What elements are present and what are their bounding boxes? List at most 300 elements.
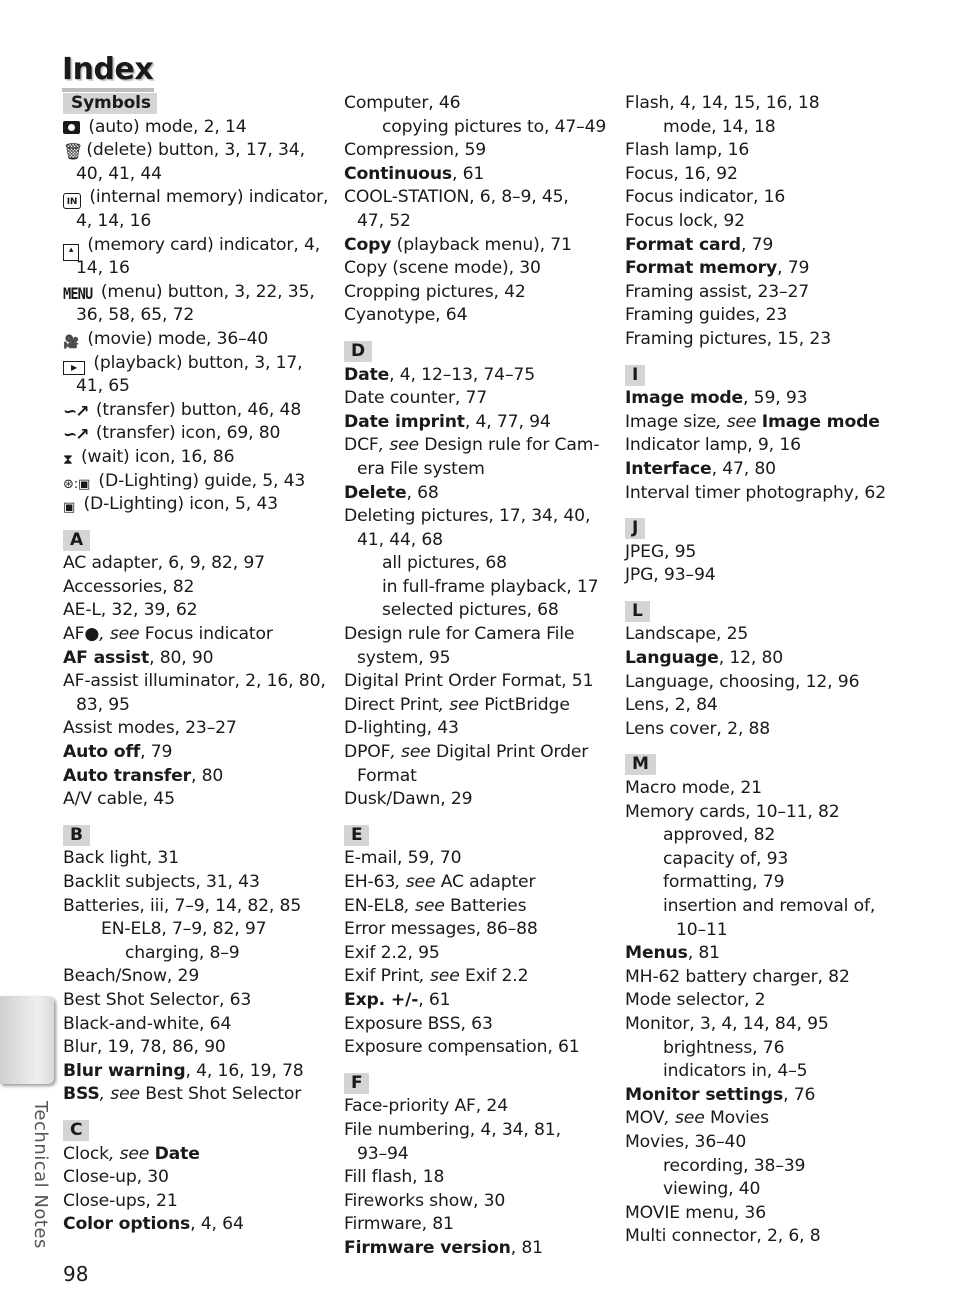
entry-text: Date counter, 77 [344,388,488,409]
entry-text: 93–94 [357,1143,409,1164]
entry-text: (playback menu), 71 [391,234,572,255]
entry-text: Focus indicator [139,624,273,645]
entry-text: Lens, 2, 84 [625,695,718,716]
entry-text: 41, 44, 68 [357,529,443,550]
index-entry [344,942,614,966]
entry-text: Black-and-white, 64 [63,1013,232,1034]
entry-text: Batteries [444,895,527,916]
entry-see-reference: , see [99,1084,140,1105]
index-entry [344,788,614,812]
entry-text: Exif 2.2 [459,966,529,987]
index-entry [344,139,614,163]
section-gap [625,352,895,364]
entry-text: Flash, 4, 14, 15, 16, 18 [625,93,820,113]
entry-text: EH-63 [344,872,396,892]
index-entry [63,765,333,789]
index-section-header [344,1072,614,1096]
index-entry [625,989,895,1013]
entry-text: recording, 38–39 [663,1155,806,1176]
entry-text: Exif 2.2, 95 [344,942,440,963]
entry-text: Cropping pictures, 42 [344,281,526,302]
entry-text: , 47, 80 [711,458,776,479]
index-entry [63,717,333,741]
entry-see-reference: , see [404,895,445,916]
page-number: 98 [63,1262,89,1286]
entry-text: copying pictures to, 47–49 [382,116,607,137]
entry-text: approved, 82 [663,825,776,846]
entry-term-bold: Delete [344,482,407,503]
entry-term-bold: Format memory [625,258,778,279]
index-entry [63,493,333,517]
entry-text: Lens cover, 2, 88 [625,718,771,739]
entry-see-reference: , see [99,624,140,645]
entry-text: , 79 [140,742,173,763]
index-entry [625,328,895,352]
entry-text: Format [357,765,417,786]
index-entry [344,411,614,435]
entry-term-bold: Interface [625,458,712,479]
entry-text: Movies, 36–40 [625,1131,747,1152]
index-entry [344,505,614,529]
index-entry [625,210,895,234]
entry-text: , 4, 12–13, 74–75 [389,364,535,385]
index-entry [344,234,614,258]
index-entry [344,670,614,694]
entry-text: system, 95 [357,647,451,668]
index-entry [625,777,895,801]
index-entry [344,965,614,989]
section-thumb-tab [0,996,54,1084]
camera-icon [63,121,80,134]
d-lighting-icon: ▣ [63,500,76,516]
index-entry [625,1225,895,1249]
index-entry [625,564,895,588]
section-side-label: Technical Notes [30,1101,51,1249]
entry-text: Flash lamp, 16 [625,140,750,161]
entry-text: JPEG, 95 [625,541,697,562]
entry-text: , 79 [740,234,774,255]
index-subentry [625,848,895,872]
entry-text: Framing guides, 23 [625,305,788,326]
entry-text: Fireworks show, 30 [344,1190,506,1211]
index-subentry [625,895,895,919]
entry-text: Clock [63,1143,109,1164]
section-gap [63,812,333,824]
index-entry [63,422,333,446]
index-entry [344,1013,614,1037]
entry-text: , 4, 16, 19, 78 [185,1060,304,1081]
index-entry [625,281,895,305]
entry-text: Close-up, 30 [63,1167,169,1188]
index-entry [344,847,614,871]
section-gap [344,328,614,340]
entry-text: , 61 [452,163,485,184]
entry-see-reference: , see [390,742,431,763]
entry-text: Indicator lamp, 9, 16 [625,435,801,456]
index-entry [344,717,614,741]
index-entry [344,163,614,187]
entry-term-bold: Monitor settings [625,1084,784,1105]
entry-text: Design rule for Cam- [418,435,600,456]
entry-text: EN-EL8, 7–9, 82, 97 [101,919,267,940]
index-entry [63,741,333,765]
index-subentry [625,871,895,895]
entry-text: brightness, 76 [663,1037,785,1058]
entry-see-reference: , see [419,966,460,987]
index-entry-continued [63,694,333,718]
index-section-header [344,824,614,848]
entry-text: PictBridge [478,694,570,715]
section-letter: E [344,825,369,846]
index-column-2 [344,92,614,1261]
index-entry [63,623,333,647]
entry-text: , 76 [783,1084,816,1105]
index-section-header [625,364,895,388]
entry-text: Macro mode, 21 [625,778,762,799]
entry-text: Image size [625,411,717,432]
entry-text: Fill flash, 18 [344,1167,445,1188]
index-entry [63,1060,333,1084]
entry-term-bold: Exp. +/- [344,989,419,1010]
entry-text: Backlit subjects, 31, 43 [63,872,260,892]
section-letter: B [63,825,90,846]
entry-text: , 61 [418,989,451,1010]
entry-text: Framing assist, 23–27 [625,281,810,302]
entry-text: Interval timer photography, 62 [625,482,887,503]
delete-icon: 🗑 [63,142,84,162]
index-entry [625,694,895,718]
entry-text: (auto) mode, 2, 14 [83,116,247,137]
section-gap [625,588,895,600]
index-subentry [63,942,333,966]
section-gap [344,812,614,824]
entry-text: Accessories, 82 [63,576,195,597]
entry-text: Mode selector, 2 [625,990,766,1011]
entry-see-reference: , see [395,872,436,892]
index-subentry [344,576,614,600]
entry-text: Direct Print [344,694,439,715]
entry-text: AF● [63,624,100,645]
entry-term-bold: Image mode [761,411,880,432]
index-entry [63,281,333,305]
entry-see-reference: , see [108,1143,150,1164]
index-entry [344,387,614,411]
index-entry [344,1119,614,1143]
index-entry [63,234,333,258]
index-entry [625,139,895,163]
entry-text: Computer, 46 [344,93,461,113]
entry-text: Close-ups, 21 [63,1190,178,1211]
entry-text: Framing pictures, 15, 23 [625,328,831,349]
entry-term-bold: BSS [63,1084,100,1105]
entry-term-bold: Image mode [625,388,744,409]
entry-text: 4, 14, 16 [76,210,152,231]
section-gap [344,1060,614,1072]
entry-text: , 80 [190,765,224,786]
index-subentry [625,824,895,848]
index-entry [63,352,333,376]
section-letter: M [625,754,656,775]
index-entry [625,163,895,187]
entry-text: DPOF [344,742,391,763]
entry-text: 41, 65 [76,376,130,397]
index-entry [344,434,614,458]
entry-text: AE-L, 32, 39, 62 [63,600,198,621]
index-entry [625,623,895,647]
entry-text: DCF [344,435,379,456]
index-section-header [63,824,333,848]
playback-icon: ▶ [63,361,85,375]
index-entry [625,92,895,116]
index-section-header [625,517,895,541]
index-subentry [625,1155,895,1179]
index-column-1 [63,92,333,1237]
entry-text: in full-frame playback, 17 [382,576,599,597]
entry-term-bold: Auto transfer [63,765,191,786]
index-entry [344,1166,614,1190]
entry-text: Language, choosing, 12, 96 [625,671,860,692]
section-gap [63,517,333,529]
index-subentry [625,1037,895,1061]
entry-text: Dusk/Dawn, 29 [344,789,473,810]
entry-text: AF-assist illuminator, 2, 16, 80, [63,671,326,692]
index-entry [344,895,614,919]
index-entry [344,871,614,895]
index-entry [625,671,895,695]
index-entry-continued [63,257,333,281]
entry-term-bold: Date [344,364,390,385]
index-entry [63,847,333,871]
entry-text: indicators in, 4–5 [663,1061,808,1082]
entry-text: formatting, 79 [663,872,785,893]
index-entry-continued [344,765,614,789]
index-entry [344,623,614,647]
index-entry [625,1131,895,1155]
index-entry [344,257,614,281]
index-entry [63,599,333,623]
entry-text: 47, 52 [357,210,411,231]
index-entry [63,328,333,352]
index-entry [625,1013,895,1037]
index-entry [625,541,895,565]
entry-text: , 81 [510,1237,543,1258]
memory-card-icon: ▴ [63,244,79,261]
entry-text: Batteries, iii, 7–9, 14, 82, 85 [63,895,302,916]
index-subentry [344,116,614,140]
entry-text: , 4, 77, 94 [464,411,551,432]
entry-text: A/V cable, 45 [63,789,175,810]
entry-text: 36, 58, 65, 72 [76,305,195,326]
index-subentry [625,919,895,943]
internal-memory-icon: IN [63,193,81,209]
d-lighting-guide-icon: ⊛:▣ [63,476,91,492]
menu-icon: MENU [63,283,93,303]
entry-text: (playback) button, 3, 17, [88,352,303,373]
section-letter: L [625,601,650,622]
index-entry [625,304,895,328]
entry-text: Compression, 59 [344,140,487,161]
movie-icon: 🎥 [63,334,80,350]
entry-text: Back light, 31 [63,848,179,869]
index-entry [344,741,614,765]
index-entry [625,966,895,990]
index-entry [344,482,614,506]
index-entry [625,718,895,742]
index-entry [344,304,614,328]
entry-text: , 80, 90 [149,647,214,668]
entry-text: Face-priority AF, 24 [344,1096,508,1117]
entry-term-bold: Menus [625,943,688,964]
section-gap [625,741,895,753]
index-entry [63,186,333,210]
section-letter: C [63,1120,89,1141]
entry-text: Focus, 16, 92 [625,163,738,184]
entry-text: (transfer) icon, 69, 80 [90,423,281,444]
entry-text: era File system [357,458,485,479]
entry-text: Best Shot Selector [139,1084,302,1105]
entry-term-bold: Language [625,648,719,669]
section-gap [625,505,895,517]
entry-text: Design rule for Camera File [344,624,575,645]
section-letter: D [344,341,372,362]
index-entry [63,552,333,576]
entry-text: Focus lock, 92 [625,210,745,231]
index-entry [63,139,333,163]
entry-text: Exif Print [344,966,420,987]
index-entry [63,1166,333,1190]
entry-text: AC adapter, 6, 9, 82, 97 [63,553,265,574]
section-letter: Symbols [63,93,157,114]
index-entry-continued [63,163,333,187]
section-letter: J [625,518,645,539]
entry-text: charging, 8–9 [125,942,240,963]
entry-see-reference: , see [716,411,757,432]
index-subentry [344,599,614,623]
index-entry [344,1095,614,1119]
index-subentry [63,918,333,942]
index-entry [63,1083,333,1107]
index-entry [63,788,333,812]
transfer-icon: ∽↗ [63,401,88,422]
entry-text: capacity of, 93 [663,848,789,869]
index-section-header [625,753,895,777]
entry-term-bold: Copy [344,234,392,255]
entry-text: Best Shot Selector, 63 [63,989,252,1010]
entry-text: Movies [704,1108,769,1129]
entry-text: (internal memory) indicator, [84,187,329,208]
entry-text: 14, 16 [76,258,130,279]
entry-text: , 81 [687,943,720,964]
entry-text: Focus indicator, 16 [625,187,786,208]
entry-text: MOVIE menu, 36 [625,1202,767,1223]
entry-text: (transfer) button, 46, 48 [90,399,302,420]
entry-text: (memory card) indicator, 4, [82,234,321,255]
entry-text: , 68 [406,482,439,503]
entry-text: Cyanotype, 64 [344,305,468,326]
entry-term-bold: Color options [63,1214,191,1235]
entry-text: viewing, 40 [663,1179,761,1200]
entry-text: (movie) mode, 36–40 [82,328,269,349]
index-entry [344,989,614,1013]
index-entry [63,1190,333,1214]
index-entry-continued [344,458,614,482]
index-entry [625,647,895,671]
entry-text: , 12, 80 [718,648,784,669]
entry-text: Digital Print Order [430,742,589,763]
index-entry [63,576,333,600]
index-entry [625,434,895,458]
entry-text: MOV [625,1108,665,1129]
entry-text: Firmware, 81 [344,1214,454,1235]
entry-text: all pictures, 68 [382,553,507,574]
index-entry [344,694,614,718]
index-subentry [625,116,895,140]
index-entry [625,1084,895,1108]
entry-text: insertion and removal of, [663,896,876,916]
index-entry [625,234,895,258]
entry-text: 40, 41, 44 [76,163,162,184]
entry-text: , 79 [777,258,810,279]
index-entry-continued [344,647,614,671]
entry-text: 10–11 [676,919,728,940]
index-entry [344,1190,614,1214]
wait-icon: ⧗ [63,451,73,468]
entry-term-bold: Continuous [344,163,453,184]
entry-text: Monitor, 3, 4, 14, 84, 95 [625,1013,829,1034]
entry-text: Copy (scene mode), 30 [344,258,541,279]
index-entry-continued [344,529,614,553]
entry-term-bold: Date imprint [344,411,465,432]
entry-text: Error messages, 86–88 [344,919,538,940]
index-entry [63,989,333,1013]
section-gap [63,1107,333,1119]
index-entry [63,647,333,671]
page-title: Index [62,52,154,87]
entry-term-bold: AF assist [63,647,150,668]
index-entry [63,895,333,919]
index-entry-continued [63,375,333,399]
entry-text: mode, 14, 18 [663,116,776,137]
entry-text: AC adapter [435,872,536,892]
index-entry [625,257,895,281]
entry-see-reference: , see [664,1108,705,1129]
entry-term-bold: Firmware version [344,1237,511,1258]
section-letter: F [344,1073,369,1094]
index-entry [625,942,895,966]
index-entry [625,458,895,482]
index-entry [63,470,333,494]
index-section-header [63,92,333,116]
index-entry [625,482,895,506]
index-entry [63,965,333,989]
index-entry [344,186,614,210]
entry-text: Memory cards, 10–11, 82 [625,801,840,822]
index-entry [63,399,333,423]
index-entry [344,1036,614,1060]
index-entry [63,1013,333,1037]
index-entry [344,918,614,942]
entry-text: 83, 95 [76,694,130,715]
index-entry [344,281,614,305]
index-subentry [344,552,614,576]
index-entry-continued [344,210,614,234]
section-letter: A [63,530,90,551]
entry-text: Blur, 19, 78, 86, 90 [63,1037,226,1058]
index-section-header [63,1119,333,1143]
index-subentry [625,1178,895,1202]
entry-see-reference: , see [378,435,419,456]
entry-text: Assist modes, 23–27 [63,718,237,739]
